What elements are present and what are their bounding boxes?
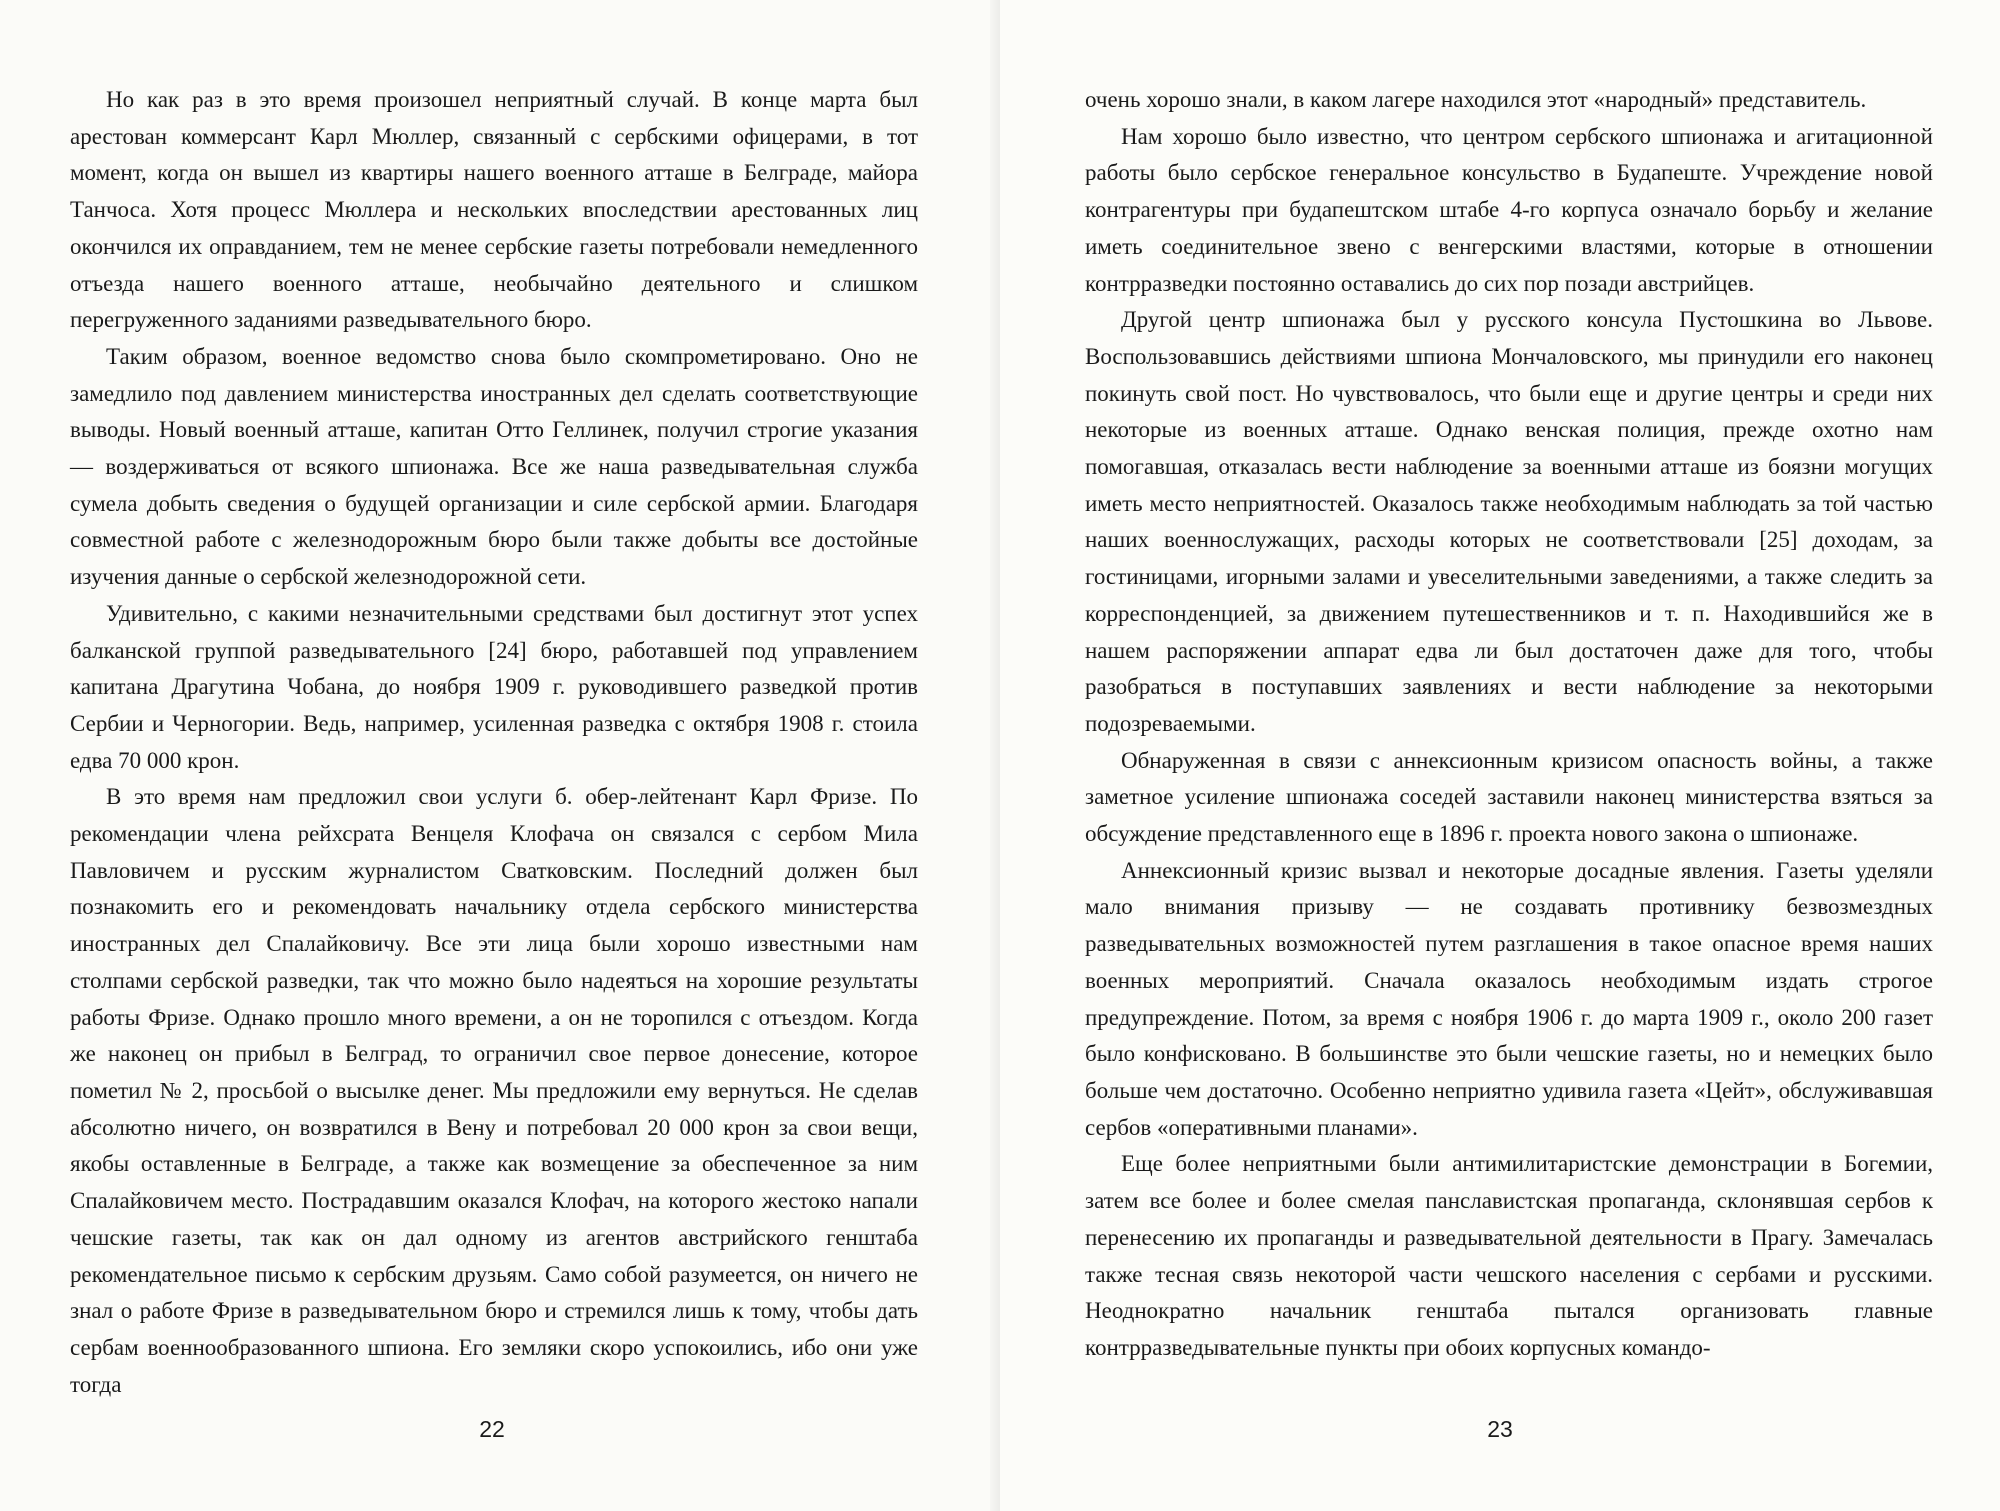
right-page — [1000, 0, 2000, 1511]
paragraph: Удивительно, с какими незначительными средствами был достигнут этот успех балканской группой разведывательного [24] бюро, работавшей под управлением капитана Драгутина Чобана, до ноября 1909 г. руководившего разведкой против Сербии и Черногории. Ведь, например, усиленная разведка с октября 1908 г. стоила едва 70 000 крон. — [70, 600, 918, 773]
paragraph: Еще более неприятными были антимилитаристские демонстрации в Богемии, затем все более и более смелая панславистская пропаганда, склонявшая сербов к перенесению их пропаганды и разведывательной деятельности в Прагу. Замечалась также тесная связь некоторой части чешского населения с сербами и русскими. Неоднократно начальник генштаба пытался организовать главные контрразведывательные пункты при обоих корпусных командо- — [1085, 1151, 1933, 1360]
page-number: 23 — [1487, 1416, 1513, 1442]
page-number: 22 — [479, 1416, 505, 1442]
paragraph: В это время нам предложил свои услуги б. обер-лейтенант Карл Фризе. По рекомендации члена рейхсрата Венцеля Клофача он связался с сербом Мила Павловичем и русским журналистом Сватковским. Последний должен был познакомить его и рекомендовать начальнику отдела сербского министерства иностранных дел Спалайковичу. Все эти лица были хорошо известными нам столпами сербской разведки, так что можно было надеяться на хорошие результаты работы Фризе. Однако прошло много времени, а он не торопился с отъездом. Когда же наконец он прибыл в Белград, то ограничил свое первое донесение, которое пометил № 2, просьбой о высылке денег. Мы предложили ему вернуться. Не сделав абсолютно ничего, он возвратился в Вену и потребовал 20 000 крон за свои вещи, якобы оставленные в Белграде, а также как возмещение за обеспеченное за ним Спалайковичем место. Пострадавшим оказался Клофач, на которого жестоко напали чешские газеты, так как он дал одному из агентов австрийского генштаба рекомендательное письмо к сербским друзьям. Само собой разумеется, он ничего не знал о работе Фризе в разведывательном бюро и стремился лишь к тому, чтобы дать сербам военнообразованного шпиона. Его земляки скоро успокоились, ибо они уже тогда — [70, 784, 918, 1397]
paragraph: Нам хорошо было известно, что центром сербского шпионажа и агитационной работы было сербское генеральное консульство в Будапеште. Учреждение новой контрагентуры при будапештском штабе 4-го корпуса означало борьбу и желание иметь соединительное звено с венгерскими властями, которые в отношении контрразведки постоянно оставались до сих пор позади австрийцев. — [1085, 123, 1933, 296]
paragraph: Другой центр шпионажа был у русского консула Пустошкина во Львове. Воспользовавшись действиями шпиона Мончаловского, мы принудили его наконец покинуть свой пост. Но чувствовалось, что были еще и другие центры и среди них некоторые из военных атташе. Однако венская полиция, прежде охотно нам помогавшая, отказалась вести наблюдение за военными атташе из боязни могущих иметь место неприятностей. Оказалось также необходимым наблюдать за той частью наших военнослужащих, расходы которых не соответствовали [25] доходам, за гостиницами, игорными залами и увеселительными заведениями, а также следить за корреспонденцией, за движением путешественников и т. п. Находившийся же в нашем распоряжении аппарат едва ли был достаточен даже для того, чтобы разобраться в поступавших заявлениях и вести наблюдение за некоторыми подозреваемыми. — [1085, 307, 1933, 736]
paragraph: Обнаруженная в связи с аннексионным кризисом опасность войны, а также заметное усиление шпионажа соседей заставили наконец министерства взяться за обсуждение представленного еще в 1896 г. проекта нового закона о шпионаже. — [1085, 747, 1933, 847]
right-text-block — [1085, 82, 1933, 1367]
paragraph: Но как раз в это время произошел неприятный случай. В конце марта был арестован коммерсант Карл Мюллер, связанный с сербскими офицерами, в тот момент, когда он вышел из квартиры нашего военного атташе в Белграде, майора Танчоса. Хотя процесс Мюллера и нескольких впоследствии арестованных лиц окончился их оправданием, тем не менее сербские газеты потребовали немедленного отъезда нашего военного атташе, необычайно деятельного и слишком перегруженного заданиями разведывательного бюро. — [70, 87, 918, 333]
paragraph: Аннексионный кризис вызвал и некоторые досадные явления. Газеты уделяли мало внимания призыву — не создавать противнику безвозмездных разведывательных возможностей путем разглашения в такое опасное время наших военных мероприятий. Сначала оказалось необходимым издать строгое предупреждение. Потом, за время с ноября 1906 г. до марта 1909 г., около 200 газет было конфисковано. В большинстве это были чешские газеты, но и немецких было больше чем достаточно. Особенно неприятно удивила газета «Цейт», обслуживавшая сербов «оперативными планами». — [1085, 857, 1933, 1140]
paragraph-continuation: очень хорошо знали, в каком лагере находился этот «народный» представитель. — [1085, 87, 1867, 112]
paragraph: Таким образом, военное ведомство снова было скомпрометировано. Оно не замедлило под давлением министерства иностранных дел сделать соответствующие выводы. Новый военный атташе, капитан Отто Геллинек, получил строгие указания — воздерживаться от всякого шпионажа. Все же наша разведывательная служба сумела добыть сведения о будущей организации и силе сербской армии. Благодаря совместной работе с железнодорожным бюро были также добыты все достойные изучения данные о сербской железнодорожной сети. — [70, 343, 918, 590]
left-text-block — [70, 82, 918, 1403]
